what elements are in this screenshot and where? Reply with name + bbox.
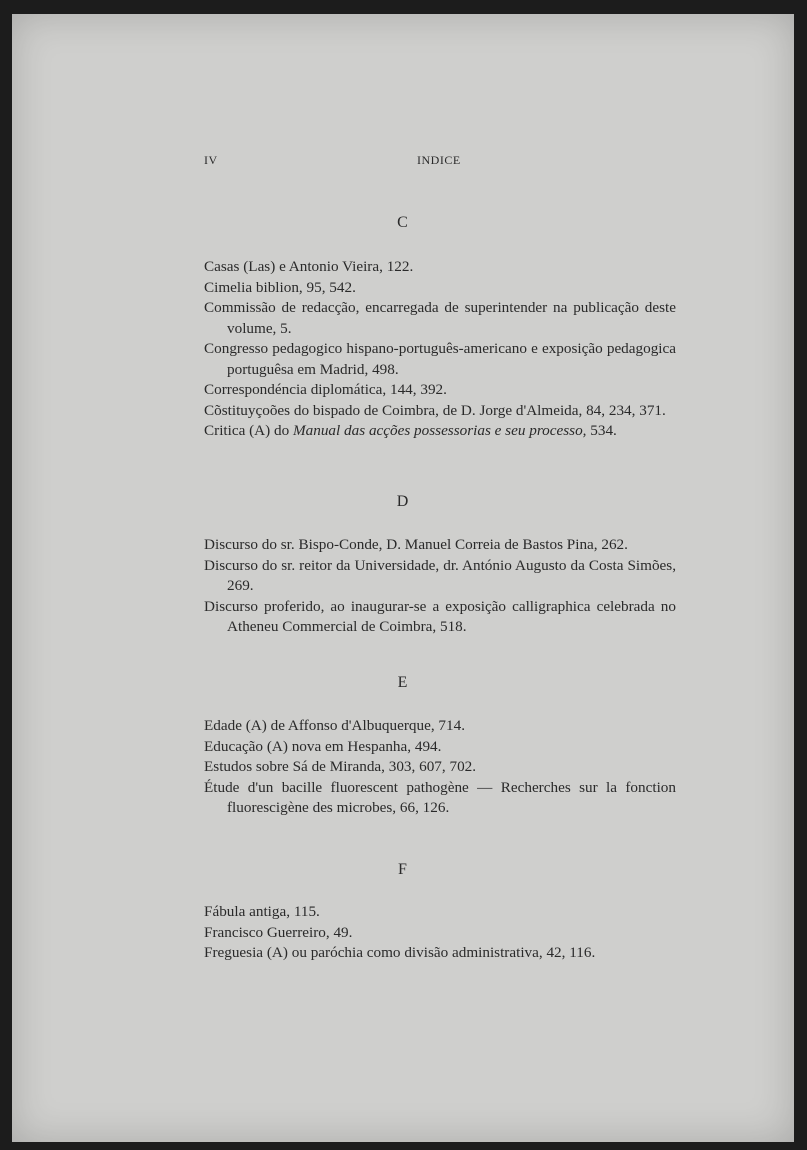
index-entry: Commissão de redacção, encarregada de superintender na publicação deste volume, 5. (204, 299, 676, 337)
entry-pages: 534. (586, 422, 617, 439)
index-entry: Fábula antiga, 115. (204, 903, 320, 920)
running-head (12, 153, 794, 173)
page-number: IV (204, 153, 218, 167)
index-entry: Cõstituyçoões do bispado de Coimbra, de D. Jorge d'Almeida, 84, 234, 371. (204, 401, 666, 419)
running-title: INDICE (417, 153, 461, 167)
entry-text: Critica (A) do (204, 422, 293, 439)
index-entry: Discurso do sr. Bispo-Conde, D. Manuel Correia de Bastos Pina, 262. (204, 536, 628, 553)
index-entry: Cimelia biblion, 95, 542. (204, 278, 356, 296)
section-letter: F (398, 861, 408, 878)
index-entry: Edade (A) de Affonso d'Albuquerque, 714. (204, 717, 466, 734)
entry-list (204, 535, 676, 638)
index-entry: Freguesia (A) ou paróchia como divisão administrativa, 42, 116. (204, 944, 596, 961)
index-entry: Étude d'un bacille fluorescent pathogène — Recherches sur la fonction fluorescigène des microbes, 66, 126. (204, 778, 676, 816)
entry-list (204, 716, 676, 819)
entry-list (204, 902, 676, 964)
index-entry: Casas (Las) e Antonio Vieira, 122. (204, 258, 414, 275)
index-entry: Discurso do sr. reitor da Universidade, dr. António Augusto da Costa Simões, 269. (204, 556, 676, 594)
index-entry: Correspondéncia diplomática, 144, 392. (204, 381, 447, 398)
entry-title-italic: Manual das acções possessorias e seu processo, (293, 422, 587, 439)
index-entry: Educação (A) nova em Hespanha, 494. (204, 737, 442, 755)
index-entry (204, 421, 676, 442)
section-letter: E (397, 674, 409, 691)
index-entry: Congresso pedagogico hispano-português-americano e exposição pedagogica portuguêsa em Madrid, 498. (204, 340, 676, 378)
entry-list (204, 257, 676, 442)
section-letter: C (397, 214, 409, 231)
section-letter: D (396, 493, 410, 510)
index-entry: Francisco Guerreiro, 49. (204, 923, 353, 941)
index-entry: Estudos sobre Sá de Miranda, 303, 607, 702. (204, 758, 477, 775)
book-page (12, 14, 794, 1142)
index-entry: Discurso proferido, ao inaugurar-se a exposição calligraphica celebrada no Atheneu Commercial de Coimbra, 518. (204, 597, 676, 635)
